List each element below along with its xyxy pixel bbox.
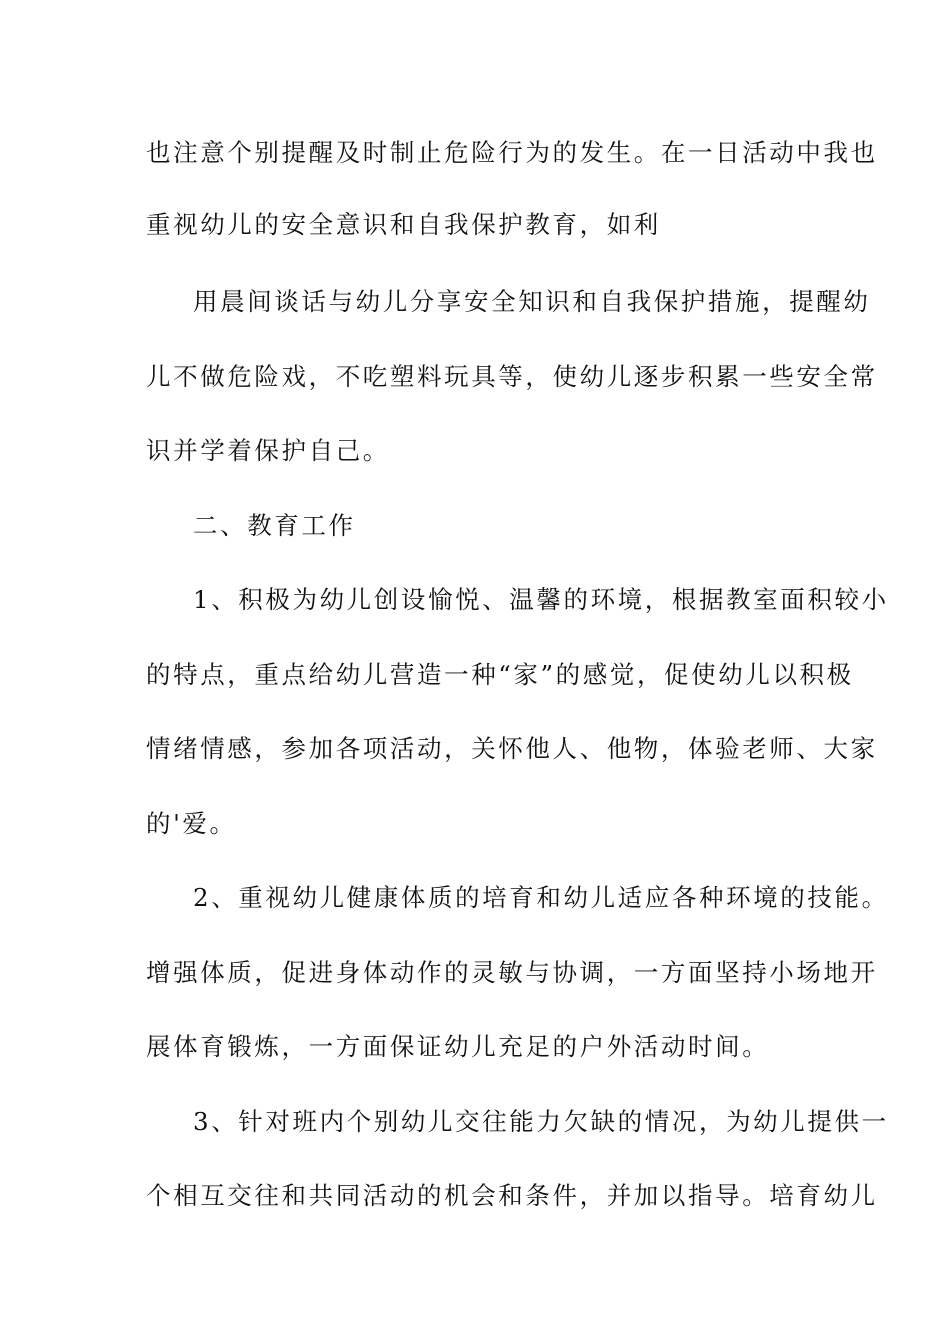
text-line-4: 儿不做危险戏，不吃塑料玩具等，使幼儿逐步积累一些安全常	[146, 362, 878, 391]
text-line-10: 的'爱。	[146, 809, 237, 838]
text-line-9: 情绪情感，参加各项活动，关怀他人、他物，体验老师、大家	[146, 734, 878, 763]
text-line-14: 3、针对班内个别幼儿交往能力欠缺的情况，为幼儿提供一	[193, 1107, 889, 1136]
text-line-5: 识并学着保护自己。	[146, 436, 390, 465]
section-heading: 二、教育工作	[193, 511, 356, 540]
text-line-1: 也注意个别提醒及时制止危险行为的发生。在一日活动中我也	[146, 138, 878, 167]
text-line-2: 重视幼儿的安全意识和自我保护教育，如利	[146, 210, 661, 239]
text-line-3: 用晨间谈话与幼儿分享安全知识和自我保护措施，提醒幼	[193, 287, 871, 316]
text-line-12: 增强体质，促进身体动作的灵敏与协调，一方面坚持小场地开	[146, 958, 878, 987]
text-line-8: 的特点，重点给幼儿营造一种“家”的感觉，促使幼儿以积极	[146, 660, 854, 689]
text-line-13: 展体育锻炼，一方面保证幼儿充足的户外活动时间。	[146, 1032, 770, 1061]
text-line-7: 1、积极为幼儿创设愉悦、温馨的环境，根据教室面积较小	[193, 585, 889, 614]
text-line-11: 2、重视幼儿健康体质的培育和幼儿适应各种环境的技能。	[193, 883, 889, 912]
text-line-15: 个相互交往和共同活动的机会和条件，并加以指导。培育幼儿	[146, 1181, 878, 1210]
